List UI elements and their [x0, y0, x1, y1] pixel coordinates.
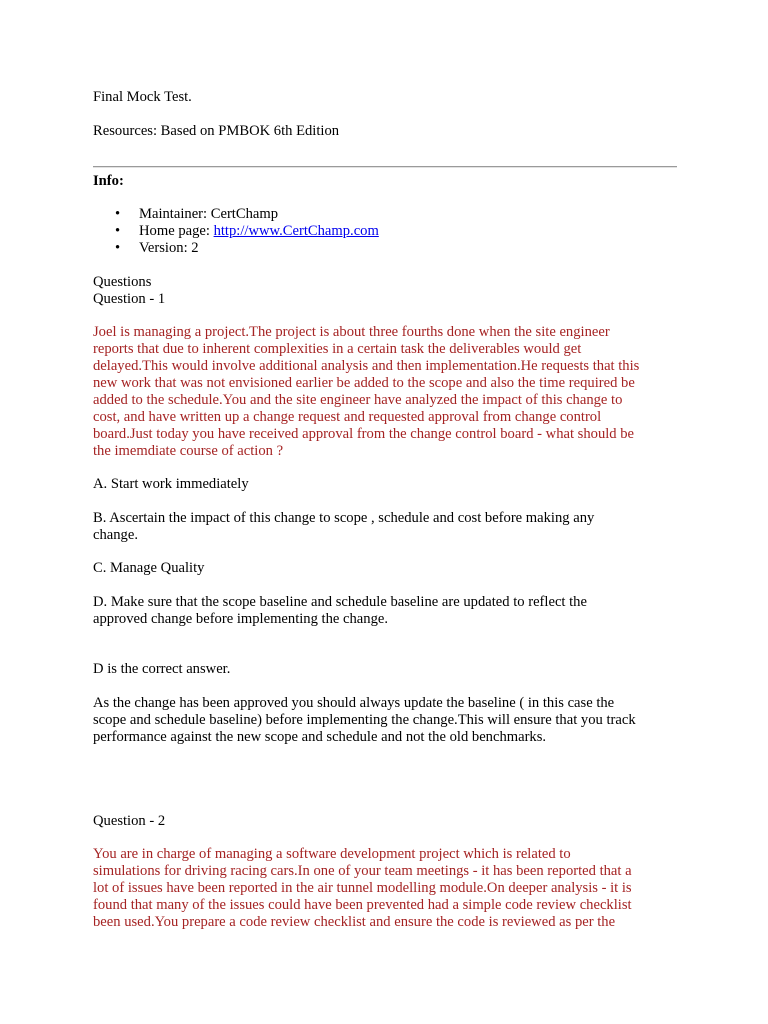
question-1-line: delayed.This would involve additional analysis and then implementation.He requests that this — [93, 358, 640, 374]
question-1-option-c: C. Manage Quality — [93, 560, 205, 576]
question-1-label: Question - 1 — [93, 291, 166, 307]
question-1-line: added to the schedule.You and the site engineer have analyzed the impact of this change to — [93, 392, 623, 408]
horizontal-divider — [93, 166, 677, 168]
info-list — [93, 206, 379, 257]
question-2-label: Question - 2 — [93, 813, 166, 829]
bullet-icon: • — [115, 206, 121, 222]
option-b-line: B. Ascertain the impact of this change to scope , schedule and cost before making any — [93, 510, 595, 526]
info-heading: Info: — [93, 173, 124, 189]
question-1-text — [93, 324, 683, 460]
question-1-line: new work that was not envisioned earlier be added to the scope and also the time required be — [93, 375, 635, 391]
question-1-line: the imemdiate course of action ? — [93, 443, 284, 459]
version-text: Version: 2 — [139, 240, 199, 256]
info-item-version — [93, 240, 379, 257]
question-2-line: lot of issues have been reported in the air tunnel modelling module.On deeper analysis - it is — [93, 880, 632, 896]
question-1-option-d — [93, 594, 653, 628]
explanation-line: performance against the new scope and schedule and not the old benchmarks. — [93, 729, 547, 745]
bullet-icon: • — [115, 223, 121, 239]
maintainer-text: Maintainer: CertChamp — [139, 206, 279, 222]
question-1-option-a: A. Start work immediately — [93, 476, 249, 492]
question-1-answer: D is the correct answer. — [93, 661, 231, 677]
option-b-line: change. — [93, 527, 138, 543]
question-1-line: board.Just today you have received approval from the change control board - what should be — [93, 426, 635, 442]
info-item-maintainer — [93, 206, 379, 223]
question-1-line: reports that due to inherent complexities in a certain task the deliverables would get — [93, 341, 582, 357]
question-2-line: You are in charge of managing a software development project which is related to — [93, 846, 571, 862]
question-1-option-b — [93, 510, 653, 544]
question-1-line: Joel is managing a project.The project is about three fourths done when the site engineer — [93, 324, 610, 340]
question-2-text — [93, 846, 683, 931]
homepage-label: Home page: — [139, 223, 214, 239]
homepage-link[interactable]: http://www.CertChamp.com — [213, 223, 379, 239]
option-d-line: approved change before implementing the change. — [93, 611, 388, 627]
question-2-line: found that many of the issues could have been prevented had a simple code review checklist — [93, 897, 632, 913]
question-1-line: cost, and have written up a change request and requested approval from change control — [93, 409, 602, 425]
explanation-line: As the change has been approved you should always update the baseline ( in this case the — [93, 695, 615, 711]
questions-label: Questions — [93, 274, 152, 290]
document-title: Final Mock Test. — [93, 89, 192, 105]
question-2-line: simulations for driving racing cars.In one of your team meetings - it has been reported that a — [93, 863, 632, 879]
bullet-icon: • — [115, 240, 121, 256]
question-2-line: been used.You prepare a code review checklist and ensure the code is reviewed as per the — [93, 914, 616, 930]
explanation-line: scope and schedule baseline) before implementing the change.This will ensure that you track — [93, 712, 636, 728]
question-1-explanation — [93, 695, 683, 746]
info-item-homepage — [93, 223, 379, 240]
option-d-line: D. Make sure that the scope baseline and schedule baseline are updated to reflect the — [93, 594, 587, 610]
resources-line: Resources: Based on PMBOK 6th Edition — [93, 123, 340, 139]
